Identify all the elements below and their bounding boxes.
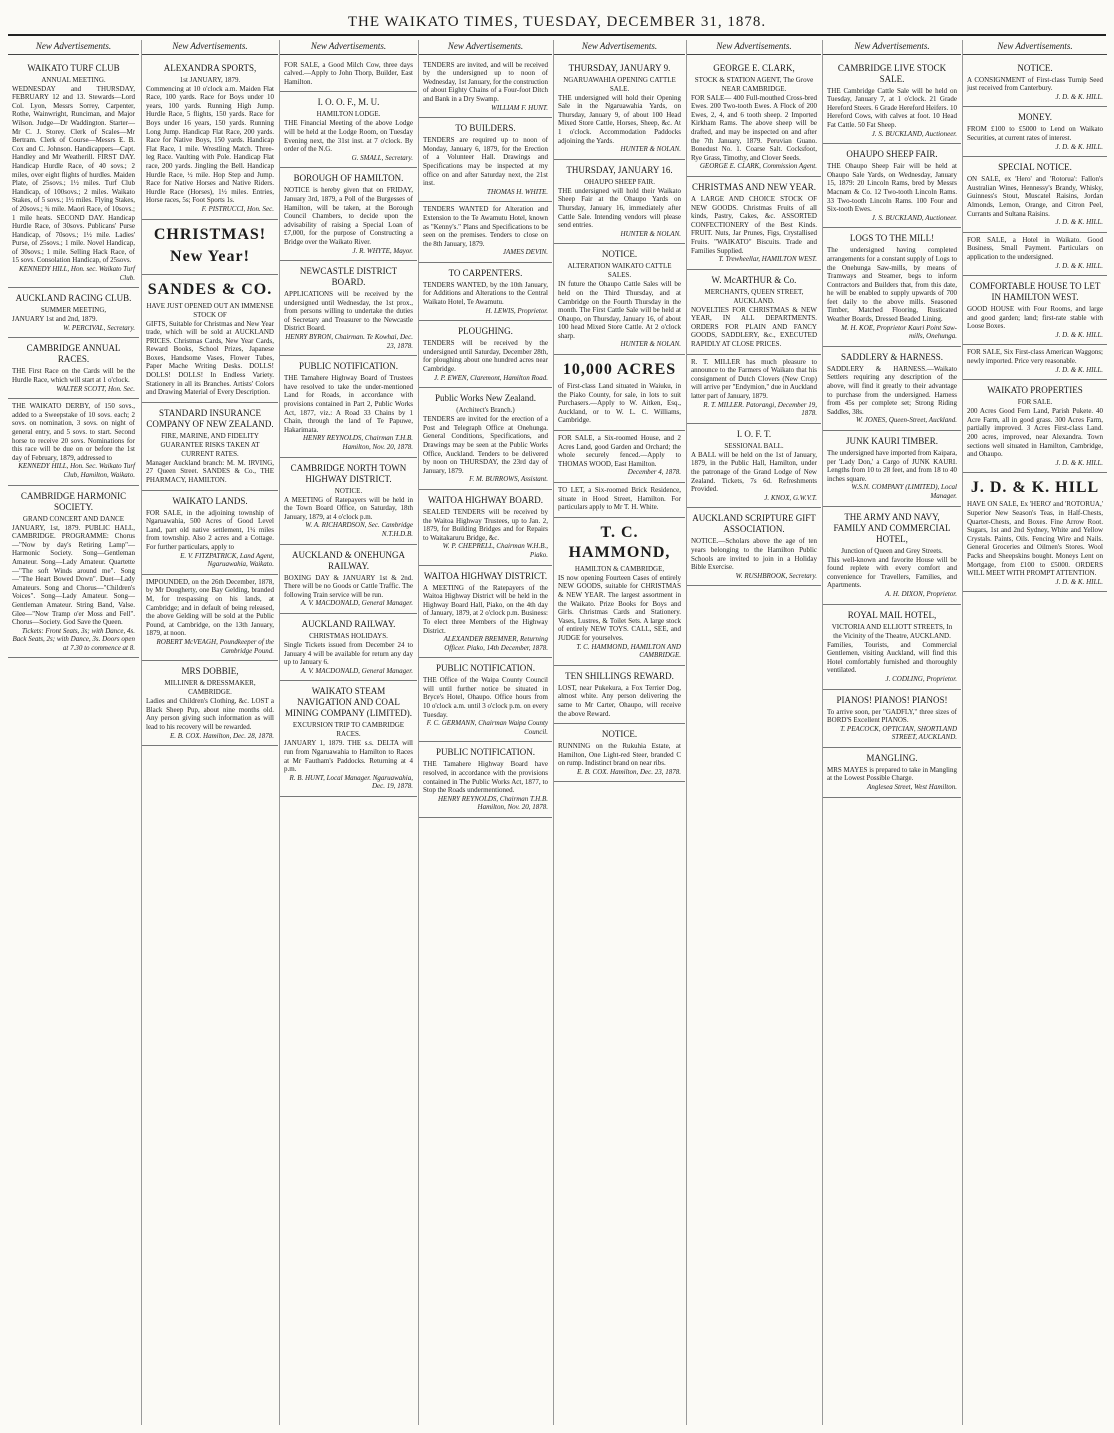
advertisement	[687, 58, 821, 177]
ad-body: To arrive soon, per "GADFLY," three sizes of BORD'S Excellent PIANOS.	[827, 707, 957, 725]
ad-body: The undersigned have imported from Kaipara, per 'Lady Don,' a Cargo of JUNK KAURI. Lengths from 10 to 28 feet, and from 18 to 40 inches square.	[827, 449, 957, 483]
ad-title: NEWCASTLE DISTRICT BOARD.	[299, 266, 398, 288]
ad-body: NOTICE is hereby given that on FRIDAY, January 3rd, 1879, a Poll of the Burgesses of Hamilton, will be taken, at the Borough Council Chambers, to decide upon the advisability of raising a Special Loan of £7,000, for the purpose of Constructing a Bridge over the Waikato River.	[284, 186, 413, 246]
advertisement	[280, 261, 417, 356]
ad-signature: G. SMALL, Secretary.	[351, 153, 413, 162]
advertisement	[142, 220, 278, 275]
ad-signature: J. D. & K. HILL.	[1055, 458, 1103, 467]
ad-title: THURSDAY, JANUARY 16.	[566, 164, 673, 175]
ad-body: Single Tickets issued from December 24 to January 4 will be available for return any day up to January 6.	[284, 640, 413, 667]
advertisement	[963, 107, 1107, 157]
advertisement	[687, 508, 821, 586]
advertisement	[687, 424, 821, 509]
ad-subtitle: NGARUAWAHIA OPENING CATTLE SALE.	[563, 75, 676, 93]
advertisement	[963, 380, 1107, 473]
ad-subtitle: MILLINER & DRESSMAKER, CAMBRIDGE.	[164, 679, 256, 697]
ad-body: HAVE ON SALE, Ex 'HERO' and 'ROTORUA,' Superior New Season's Teas, in Half-Chests, Quarter-Chests, and Boxes. Fine Arrow Root. Sugars, 1st and 2nd Sydney, White and Yellow Crystals. Paints, Oils. Fencing Wire and Nails. General Groceries and Oilmen's Stores. Wool Packs and Sheepskins bought. Moneys Lent on Mortgage, from £100 to £5000. ORDERS WILL MEET WITH PROMPT ATTENTION.	[967, 500, 1103, 578]
ad-signature: F. M. BURROWS, Assistant.	[469, 475, 548, 484]
ad-body: IS now opening Fourteen Cases of entirely NEW GOODS, suitable for CHRISTMAS & NEW YEAR. The largest assortment in the Waikato. Prize Books for Boys and Girls. Christmas Cards and Stationery. Vases, Lustres, & Toilet Sets. A large stock of entirely NEW TOYS. CALL, SEE, and JUDGE for yourselves.	[558, 573, 681, 642]
advertisement	[419, 263, 552, 321]
ad-subtitle: Junction of Queen and Grey Streets.	[841, 546, 943, 555]
ad-title: WAITOA HIGHWAY DISTRICT.	[423, 570, 548, 581]
ad-signature: A. V. MACDONALD, General Manager.	[300, 599, 413, 608]
ad-signature: HUNTER & NOLAN.	[620, 145, 681, 154]
ad-title: SADDLERY & HARNESS.	[841, 351, 943, 362]
column-heading: New Advertisements.	[687, 40, 821, 55]
ad-signature: J. D. & K. HILL.	[1055, 365, 1103, 374]
ad-body: A BALL will be held on the 1st of January, 1879, in the Public Hall, Hamilton, under the patronage of the Grand Lodge of New Zealand. Tickets, 7s 6d. Refreshments Provided.	[691, 450, 817, 494]
ad-body: The undersigned having completed arrangements for a constant supply of Logs to the Onehunga Saw-mills, by means of Tramways and Steamer, begs to inform Contractors and Builders that, from this date, he will be enabled to supply upwards of 700 feet daily to the above mills. Seasoned Timber, Matched Flooring, Rusticated Weather Boards, Dressed Beaded Lining.	[827, 246, 957, 324]
ad-signature: F. C. GERMANN, Chairman Waipa County Council.	[426, 719, 548, 736]
ad-body: A CONSIGNMENT of First-class Turnip Seed just received from Canterbury.	[967, 75, 1103, 93]
ad-subtitle: VICTORIA AND ELLIOTT STREETS, In the Vicinity of the Theatre, AUCKLAND.	[831, 622, 953, 640]
ad-body: BOXING DAY & JANUARY 1st & 2nd. There will be no Goods or Cattle Traffic. The following Train service will be run.	[284, 573, 413, 599]
ad-signature: HUNTER & NOLAN.	[620, 340, 681, 349]
ad-body: THE Office of the Waipa County Council will until further notice be situated in Bryce's Hotel, Ohaupo. Office hours from 10 o'clock a.m. until 3 o'clock p.m. on every Tuesday.	[423, 676, 548, 719]
ad-signature: KENNEDY HILL, Hon. sec. Waikato Turf Club.	[18, 265, 135, 282]
ad-signature: J. D. & K. HILL.	[1055, 92, 1103, 101]
ad-signature: J. R. WHYTE, Mayor.	[352, 246, 413, 255]
ad-title: MONEY.	[1017, 112, 1053, 123]
ad-signature: J. CODLING, Proprietor.	[885, 674, 957, 683]
advertisement	[687, 355, 821, 424]
advertisement	[823, 690, 961, 748]
ad-body: FOR SALE, in the adjoining township of Ngaruawahia, 500 Acres of Good Level Land, part old native settlement, 1¼ miles from township. Also 2 acres and a Cottage. For further particulars, apply to	[146, 508, 274, 551]
column-heading: New Advertisements.	[280, 40, 417, 55]
ad-body: TENDERS WANTED for Alteration and Extension to the Te Awamutu Hotel, known as "Kenny's." Plans and Specifications to be seen on the premises. Tenders to close on the 8th January, 1879.	[423, 205, 548, 248]
advertisement	[419, 118, 552, 202]
advertisement	[823, 347, 961, 431]
column-5	[553, 40, 685, 1425]
ad-signature: ALEXANDER BREMNER, Returning Officer. Piako, 14th December, 1878.	[443, 635, 548, 652]
ad-signature: J. D. & K. HILL.	[1055, 142, 1103, 151]
ad-subtitle: HAMILTON LODGE.	[316, 110, 381, 119]
ad-title: SPECIAL NOTICE.	[998, 162, 1072, 173]
ad-body: This well-known and favorite House will be found replete with every comfort and convenience for Travellers, Families, and Apartments.	[827, 555, 957, 590]
ad-title: ALEXANDRA SPORTS,	[163, 62, 257, 73]
ad-body: of First-class Land situated in Waiuku, in the Piako County, for sale, in lots to suit Purchasers.—Apply to W. Aitken, Esq., Auckland, or to W. L. C. Williams, Cambridge.	[558, 382, 681, 425]
ad-subtitle: CHRISTMAS HOLIDAYS.	[309, 631, 388, 640]
ad-title: PUBLIC NOTIFICATION.	[299, 361, 398, 372]
ad-signature: A. V. MACDONALD, General Manager.	[300, 666, 413, 675]
column-heading: New Advertisements.	[823, 40, 961, 55]
ad-title: AUCKLAND RACING CLUB.	[15, 293, 132, 304]
ad-subtitle: HAMILTON & CAMBRIDGE,	[574, 564, 665, 573]
advertisement	[963, 345, 1107, 380]
ad-signature: WALTER SCOTT, Hon. Sec.	[56, 384, 135, 393]
ad-title: THURSDAY, JANUARY 9.	[568, 62, 671, 73]
ad-body: FOR SALE— 400 Full-mouthed Cross-bred Ewes. 200 Two-tooth Ewes. A Flock of 200 Ewes, 2, 4, and 6 tooth sheep. 2 Imported Kirkham Rams. The above sheep will be drafted, and may be inspected on and after the 7th January, 1879. Peruvian Guano. Bonedust No. 1. Coarse Salt. Cocksfoot, Rye Grass, Timothy, and Clover Seeds.	[691, 93, 817, 162]
ad-title: ROYAL MAIL HOTEL,	[847, 609, 937, 620]
ad-body: 200 Acres Good Fern Land, Parish Pukete. 40 Acre Farm, all in good grass. 300 Acres Farm, partially improved. 3 Acres First-class Land. 200 acres, improved, near Alexandra. Town sections well situated in Hamilton, Cambridge, and Ohaupo.	[967, 407, 1103, 459]
ad-subtitle: OHAUPO SHEEP FAIR.	[584, 177, 655, 186]
ad-title: WAIKATO PROPERTIES	[987, 385, 1083, 396]
ad-signature: W.S.N. COMPANY (LIMITED), Local Manager.	[851, 483, 957, 500]
ad-body: IMPOUNDED, on the 26th December, 1878, by Mr Dougherty, one Bay Gelding, branded M, for trespassing on his lands, at Cambridge; and in default of being released, the above Gelding will be sold at the Public Pound, at Cambridge, on the 13th January, 1879, at noon.	[146, 577, 274, 638]
advertisement	[554, 244, 685, 355]
column-4	[418, 40, 552, 1425]
ad-body: ON SALE, ex 'Hero' and 'Rotorua': Fallon's Australian Wines, Hennessy's Brandy, Whisky, Guinness's Stout, Muscatel Raisins, Jordan Almonds, Lemon, Orange, and Citron Peel, Currants and Sultana Raisins.	[967, 175, 1103, 218]
advertisement	[554, 518, 685, 666]
ad-title: WAITOA HIGHWAY BOARD.	[428, 494, 543, 505]
ad-body: FOR SALE, a Good Milch Cow, three days calved.—Apply to John Thorp, Builder, East Hamilton.	[284, 60, 413, 86]
advertisement	[419, 388, 552, 490]
ad-signature: Anglesea Street, West Hamilton.	[867, 783, 957, 792]
ad-signature: December 4, 1878.	[627, 468, 681, 477]
advertisement	[554, 160, 685, 245]
ad-body: FROM £100 to £5000 to Lend on Waikato Securities, at current rates of interest.	[967, 125, 1103, 142]
ad-title: PIANOS! PIANOS! PIANOS!	[836, 694, 948, 705]
ad-title: WAIKATO LANDS.	[172, 495, 248, 506]
advertisement	[687, 270, 821, 355]
ad-body: RUNNING on the Rukuhia Estate, at Hamilton, One Light-red Steer, branded C on rump. Indistinct brand on near ribs.	[558, 742, 681, 768]
ad-signature: GEORGE E. CLARK, Commission Agent.	[699, 162, 817, 171]
ad-signature: ROBERT McVEAGH, Poundkeeper of the Cambridge Pound.	[156, 637, 274, 655]
ad-body: A MEETING of the Ratepayers of the Waitoa Highway District will be held in the Highway Board Hall, Piako, on the 4th day of January, 1879, at 2 o'clock p.m. Business: To elect three Members of the Highway District.	[423, 583, 548, 635]
ad-signature: W. A. RICHARDSON, Sec. Cambridge N.T.H.D.B.	[305, 521, 413, 538]
ad-body: WEDNESDAY and THURSDAY, FEBRUARY 12 and 13. Stewards—Lord Col. Lyon, Messrs Sorrey, Carpenter, Rothe, Wainwright, Runciman, and Major Wilson. Judge—Dr Waddington. Starter—Mr C. J. Storey. Clerk of Scales—Mr Bertram. Clerk of Course—Messrs E. B. Cox and C. Johnson. Handicappers—Capt. Handley and Mr Weatherill. FIRST DAY. Handicap Hurdle Race, of 40 sovs.; 2 miles, over eight flights of hurdles. Maiden Plate, of 25sovs.; 1½ miles. Turf Club Handicap, of 100sovs.; 2 miles. Waikato Stakes, of 5 sovs.; 1½ miles. Flying Stakes, of 20sovs.; ¾ mile. Maori Race, of 10sovs.; 1 mile heats. SECOND DAY. Handicap Hurdle Race, of 30sovs. Publicans' Purse Handicap, of 70sovs.; 1½ mile. Ladies' Purse, of 25sovs.; 1 mile. Novel Handicap, of 30sovs.; 1 mile. Selling Hack Race, of 15 sovs. Consolation Handicap, of 25sovs.	[12, 84, 135, 265]
advertisement	[963, 473, 1107, 592]
advertisement	[687, 177, 821, 270]
ad-signature: HENRY BYRON, Chairman. Te Kowhai, Dec. 23, 1878.	[285, 333, 413, 350]
ad-body: Families, Tourists, and Commercial Gentlemen, visiting Auckland, will find this Hotel comfortably furnished and thoroughly ventilated.	[827, 640, 957, 675]
ad-signature: E. B. COX. Hamilton, Dec. 23, 1878.	[576, 767, 681, 776]
ad-body: TENDERS are invited, and will be received by the undersigned up to noon of Wednesday, 1st January, for the construction of about Eighty Chains of a Four-foot Ditch and Bank in a Dry Swamp.	[423, 60, 548, 103]
ad-signature: E. B. COX. Hamilton, Dec. 28, 1878.	[169, 731, 274, 740]
ad-signature: J. D. & K. HILL.	[1055, 330, 1103, 339]
ad-body: TO LET, a Six-roomed Brick Residence, situate in Hood Street, Hamilton. For particulars apply to Mr T. H. White.	[558, 486, 681, 512]
advertisement	[963, 58, 1107, 108]
column-1	[8, 40, 139, 1425]
ad-title: LOGS TO THE MILL!	[849, 233, 935, 244]
advertisement	[823, 605, 961, 690]
ad-body: A LARGE AND CHOICE STOCK OF NEW GOODS. Christmas Fruits of all kinds, Pastry, Cakes, &c. ASSORTED CONFECTIONERY of the Best Kinds. FRUIT. Nuts, Jar Prunes, Figs, Crystallised Fruits. "WAIKATO" Biscuits. Trade and Families Supplied.	[691, 194, 817, 255]
advertisement	[419, 321, 552, 388]
ad-signature: J. S. BUCKLAND, Auctioneer.	[871, 213, 957, 222]
ad-signature: T. C. HAMMOND, HAMILTON AND CAMBRIDGE.	[576, 642, 681, 660]
ad-subtitle: SESSIONAL BALL.	[724, 441, 784, 450]
ad-body: THE WAIKATO DERBY, of 150 sovs., added to a Sweepstake of 10 sovs. each; 2 sovs. on nomination, 3 sovs. on night of general entry, and 5 sovs. to start. Second horse to receive 20 sovs. Nominations for this race will be due on or before the 1st day of February, 1879, addressed to	[12, 402, 135, 462]
ad-signature: W. JONES, Queen-Street, Auckland.	[855, 416, 957, 425]
column-heading: New Advertisements.	[142, 40, 278, 55]
ad-title: NOTICE.	[1017, 62, 1053, 73]
advertisement	[142, 58, 278, 220]
advertisement	[280, 92, 417, 168]
ad-body: FOR SALE, a Six-roomed House, and 2 Acres Land, good Garden and Orchard; the whole securely fenced.—Apply to THOMAS WOOD, East Hamilton.	[558, 434, 681, 468]
ad-body: SEALED TENDERS will be received by the Waitoa Highway Trustees, up to Jan. 2, 1879, for Building Bridges and for Repairs to Waitakaruru Bridge, &c.	[423, 507, 548, 542]
ad-title: OHAUPO SHEEP FAIR.	[846, 149, 938, 160]
ad-subtitle: 1st JANUARY, 1879.	[179, 75, 241, 84]
ad-signature: E. V. FITZPATRICK, Land Agent, Ngaruawahia, Waikato.	[180, 551, 274, 569]
advertisement	[142, 403, 278, 491]
ad-body: GOOD HOUSE with Four Rooms, and large and good garden; land; first-rate stable with Loose Boxes.	[967, 305, 1103, 331]
column-6	[686, 40, 821, 1425]
ad-signature: J. P. EWEN, Claremont, Hamilton Road.	[434, 373, 548, 382]
ad-title: CHRISTMAS!	[153, 225, 267, 243]
advertisement	[280, 356, 417, 457]
ad-title: J. D. & K. HILL	[970, 479, 1100, 497]
advertisement	[8, 338, 139, 399]
ad-title: WAIKATO STEAM NAVIGATION AND COAL MINING COMPANY (LIMITED).	[284, 686, 413, 719]
ad-subtitle: GRAND CONCERT AND DANCE	[22, 514, 125, 523]
ad-title: AUCKLAND RAILWAY.	[301, 618, 396, 629]
ad-body: R. T. MILLER has much pleasure to announce to the Farmers of Waikato that his consignment of Dutch Clovers (New Crop) will arrive per "Endymion," due in Auckland latter part of January, 1879.	[691, 357, 817, 401]
ad-body: JANUARY, 1st, 1879. PUBLIC HALL, CAMBRIDGE. PROGRAMME: Chorus—"Now by day's Retiring Lamp"—Harmonic Society. Song—Gentleman Amateur. Song—Lady Amateur. Quartette—"The soft Winds around me". Song—"The Heart Bowed Down". Duet—Lady Amateurs. Song and Chorus—"Children's Voices". Song—Lady Amateur. Song—Gentleman Amateur. String Band, Valse. Glee—"Now Tramp o'er Moss and Fell". Chorus—Society. God Save the Queen.	[12, 523, 135, 627]
ad-signature: J. D. & K. HILL.	[1055, 577, 1103, 586]
ad-title: TEN SHILLINGS REWARD.	[565, 670, 674, 681]
column-heading: New Advertisements.	[963, 40, 1107, 55]
ad-signature: WILLIAM F. HUNT.	[491, 103, 548, 112]
ad-signature: A. H. DIXON, Proprietor.	[885, 589, 957, 598]
ad-title: CAMBRIDGE ANNUAL RACES.	[26, 343, 121, 365]
ad-title: GEORGE E. CLARK,	[713, 62, 795, 73]
ad-signature: HUNTER & NOLAN.	[620, 229, 681, 238]
ad-subtitle: MERCHANTS, QUEEN STREET, AUCKLAND.	[704, 287, 804, 305]
advertisement	[8, 399, 139, 485]
ad-body: MRS MAYES is prepared to take in Mangling at the Lowest Possible Charge.	[827, 765, 957, 783]
advertisement	[419, 58, 552, 119]
advertisement	[280, 614, 417, 681]
ad-title: MRS DOBBIE,	[181, 666, 239, 677]
ad-subtitle: FIRE, MARINE, AND FIDELITY GUARANTEE RISKS TAKEN AT CURRENT RATES.	[160, 431, 260, 458]
advertisement	[823, 507, 961, 605]
ad-body: APPLICATIONS will be received by the undersigned until Wednesday, the 1st prox., from persons willing to undertake the duties of Secretary and Treasurer to the Newcastle District Board.	[284, 290, 413, 333]
ad-body: THE First Race on the Cards will be the Hurdle Race, which will start at 1 o'clock.	[12, 367, 135, 385]
advertisement	[280, 168, 417, 261]
advertisement	[142, 661, 278, 746]
ad-body: NOTICE.—Scholars above the age of ten years belonging to the Hamilton Public Schools are invited to join in a Holiday Bible Exercise.	[691, 537, 817, 572]
ad-body: TENDERS will be received by the undersigned until Saturday, December 28th, for ploughing about one hundred acres near Cambridge.	[423, 339, 548, 374]
ad-title: T. C. HAMMOND,	[568, 523, 671, 561]
ad-title: BOROUGH OF HAMILTON.	[293, 173, 404, 184]
ad-title: AUCKLAND & ONEHUNGA RAILWAY.	[292, 549, 405, 571]
ad-title: MANGLING.	[866, 752, 918, 763]
ad-body: TENDERS WANTED, by the 10th January, for Additions and Alterations to the Central Waikato Hotel, Te Awamutu.	[423, 280, 548, 307]
ad-subtitle: SUMMER MEETING,	[40, 306, 107, 315]
ad-signature: Tickets: Front Seats, 3s; with Dance, 4s. Back Seats, 2s; with Dance, 3s. Doors open at 7.30 to commence at 8.	[12, 626, 135, 652]
ad-body: JANUARY 1st and 2nd, 1879.	[12, 315, 98, 324]
advertisement	[823, 431, 961, 507]
ad-body: FOR SALE, Six First-class American Waggons; newly imported. Price very reasonable.	[967, 348, 1103, 366]
advertisement	[280, 458, 417, 545]
ad-title: AUCKLAND SCRIPTURE GIFT ASSOCIATION.	[692, 513, 816, 535]
column-heading: New Advertisements.	[554, 40, 685, 55]
ad-body: TENDERS are invited for the erection of a Post and Telegraph Office at Onehunga. General Conditions, Specifications, and Drawings may be seen at the Public Works Office, Auckland. Tenders to be delivered by noon on THURSDAY, the 23rd day of January, 1879.	[423, 415, 548, 475]
ad-body: A MEETING of Ratepayers will be held in the Town Board Office, on Saturday, 18th January, 1879, at 4 o'clock p.m.	[284, 495, 413, 521]
ad-body: THE undersigned will hold their Opening Sale in the Ngaruawahia Yards, on Thursday, January 9, of about 100 Head Mixed Store Cattle, Horses, Sheep, &c. At 1 o'clock. Accommodation Paddocks adjoining the Yards.	[558, 93, 681, 145]
ad-body: THE Tamahere Highway Board have resolved, in accordance with the provisions contained in The Public Works Act, 1877, to Stop the Roads undermentioned.	[423, 760, 548, 795]
ad-title: PLOUGHING.	[458, 326, 513, 337]
advertisement	[419, 566, 552, 659]
column-2	[141, 40, 278, 1425]
advertisement	[280, 681, 417, 797]
ad-title: 10,000 ACRES	[562, 361, 677, 379]
ad-signature: T. Trewheellar, HAMILTON WEST.	[718, 255, 817, 264]
column-heading: New Advertisements.	[419, 40, 552, 55]
ad-title: Public Works New Zealand.	[434, 393, 537, 404]
ad-subtitle: STOCK & STATION AGENT, The Grove NEAR CAMBRIDGE.	[694, 75, 814, 93]
ad-signature: KENNEDY HILL, Hon. Sec. Waikato Turf Club, Hamilton, Waikato.	[18, 462, 135, 479]
ad-signature: J. D. & K. HILL.	[1055, 218, 1103, 227]
ad-body: SADDLERY & HARNESS.—Waikato Settlers requiring any description of the above, will find it greatly to their advantage to purchase from the undersigned. Harness from 45s per complete set; Strong Riding Saddles, 38s.	[827, 364, 957, 416]
advertisement	[554, 58, 685, 160]
ad-subtitle: NOTICE.	[334, 486, 363, 495]
ad-signature: M. H. KOE, Proprietor Kauri Point Saw-mills, Onehunga.	[841, 323, 957, 341]
ad-title: SANDES & CO.	[147, 280, 273, 298]
advertisement	[963, 276, 1107, 345]
ad-signature: J. S. BUCKLAND, Auctioneer.	[871, 129, 957, 138]
ad-title: COMFORTABLE HOUSE TO LET IN HAMILTON WEST.	[969, 281, 1101, 303]
ad-title: CAMBRIDGE NORTH TOWN HIGHWAY DISTRICT.	[290, 462, 407, 484]
advertisement	[419, 490, 552, 566]
ad-subtitle: ALTERATION WAIKATO CATTLE SALES.	[567, 262, 672, 280]
advertisement	[8, 58, 139, 289]
advertisement	[419, 202, 552, 263]
column-7	[822, 40, 961, 1425]
advertisement	[823, 228, 961, 347]
advertisement	[963, 157, 1107, 233]
ad-title: I. O. O. F., M. U.	[317, 97, 380, 108]
advertisement	[554, 666, 685, 724]
advertisement	[142, 275, 278, 403]
ad-signature: W. P. CHEPRELL, Chairman W.H.B., Piako.	[442, 542, 548, 559]
advertisement	[419, 742, 552, 818]
ad-signature: T. PEACOCK, OPTICIAN, SHORTLAND STREET, AUCKLAND.	[840, 724, 957, 742]
ad-body: THE undersigned will hold their Waikato Sheep Fair at the Ohaupo Yards on Thursday, January 16, immediately after Cattle Sale. Intending vendors will please send entries.	[558, 186, 681, 230]
ad-title: CHRISTMAS AND NEW YEAR.	[691, 181, 816, 192]
advertisement	[280, 58, 417, 93]
ad-body: Ladies and Children's Clothing, &c. LOST a Black Sheep Pup, about nine months old. Any person giving such information as will lead to his recovery will be rewarded.	[146, 697, 274, 731]
ad-subtitle: ANNUAL MEETING.	[41, 75, 106, 84]
ad-body: THE Financial Meeting of the above Lodge will be held at the Lodge Room, on Tuesday Evening next, the 31st inst. at 7 o'clock. By order of the N.G.	[284, 119, 413, 154]
advertisement	[554, 483, 685, 518]
ad-body: JANUARY 1, 1879. THE s.s. DELTA will run from Ngaruawahia to Hamilton to Races at Mr Fautham's Paddocks. Returning at 4 p.m.	[284, 739, 413, 774]
advertisement	[554, 355, 685, 431]
ad-title: NOTICE.	[601, 729, 638, 740]
ad-title: CAMBRIDGE HARMONIC SOCIETY.	[20, 490, 127, 512]
ad-subtitle: HAVE JUST OPENED OUT AN IMMENSE STOCK OF	[146, 301, 274, 319]
ad-signature: F. PISTRUCCI, Hon. Sec.	[201, 204, 274, 213]
advertisement	[419, 658, 552, 742]
masthead-rule	[8, 34, 1106, 36]
ad-title: CAMBRIDGE LIVE STOCK SALE.	[837, 62, 947, 84]
ad-title: PUBLIC NOTIFICATION.	[436, 747, 535, 758]
advertisement	[142, 575, 278, 661]
ad-signature: W. RUSHBROOK, Secretary.	[735, 571, 817, 580]
ad-subtitle: FOR SALE.	[1017, 398, 1053, 407]
advertisement	[823, 144, 961, 228]
ad-body: THE Tamahere Highway Board of Trustees have resolved to take the under-mentioned Land for Roads, in accordance with provisions contained in Part 2, Public Works Act, 1877, viz.: A Road 33 Chains by 1 Chain, through the land of Te Papuwe, Hakarimata.	[284, 374, 413, 434]
ad-body: Commencing at 10 o'clock a.m. Maiden Flat Race, 100 yards. Race for Boys under 10 years, 100 yards. Running High Jump. Hurdle Race, 5 flights, 150 yards. Race for Boys under 16 years, 150 yards. Running Long Jump. Handicap Flat Race, 200 yards. Race for Native Boys, 150 yards. Handicap Flat Race, 1 mile. Wrestling Match. Three-leg Race. Vaulting with Pole. Handicap Flat race, 200 yards. Jingling the Bell. Handicap Hurdle Race, ½ mile. Hop Step and Jump. Race for Native Horses and Native Riders. Hurdle Race (Horses), 1½ miles. Entries, Horse races, 5s; Foot Sports 1s.	[146, 84, 274, 205]
advertisement	[823, 748, 961, 798]
ad-signature: W. PERCIVAL, Secretary.	[63, 323, 135, 332]
advertisement	[554, 724, 685, 782]
masthead: THE WAIKATO TIMES, TUESDAY, DECEMBER 31, 1878.	[347, 14, 767, 30]
ad-body: Manager Auckland branch: M. M. IRVING, 27 Queen Street. SANDES & Co., THE PHARMACY, HAMILTON.	[146, 458, 274, 485]
ad-body: NOVELTIES FOR CHRISTMAS & NEW YEAR, IN ALL DEPARTMENTS. ORDERS FOR PLAIN AND FANCY GOODS, SADDLERY, &c., EXECUTED RAPIDLY AT CLOSE PRICES.	[691, 305, 817, 349]
ad-title: TO CARPENTERS.	[448, 267, 523, 278]
ad-subtitle: (Architect's Branch.)	[456, 406, 515, 415]
advertisement	[823, 58, 961, 145]
ad-signature: HENRY REYNOLDS, Chairman T.H.B. Hamilton, Nov. 20, 1878.	[302, 434, 413, 451]
ad-title: I. O. F. T.	[736, 428, 772, 439]
ad-title: STANDARD INSURANCE COMPANY OF NEW ZEALAND.	[146, 407, 274, 429]
ad-signature: JAMES DEVIN.	[502, 248, 548, 257]
ad-title: W. McARTHUR & Co.	[711, 274, 797, 285]
ad-signature: J. KNOX, G.W.V.T.	[764, 493, 817, 502]
ad-signature: R. B. HUNT, Local Manager. Ngaruawahia, Dec. 19, 1878.	[289, 773, 413, 791]
ad-subtitle: EXCURSION TRIP TO CAMBRIDGE RACES.	[292, 721, 405, 739]
ad-subtitle: New Year!	[170, 247, 250, 265]
ad-title: WAIKATO TURF CLUB	[27, 62, 120, 73]
ad-body: THE Cambridge Cattle Sale will be held on Tuesday, January 7, at 1 o'clock. 21 Grade Hereford Steers. 6 Grade Hereford Heifers. 10 Hereford Cows, with calves at foot. 10 Head Fat Cattle. 50 Fat Sheep.	[827, 86, 957, 129]
ad-body: LOST, near Pukekura, a Fox Terrier Dog, almost white. Any person delivering the same to Mr Carter, Ohaupo, will receive the above Reward.	[558, 683, 681, 718]
ad-title: PUBLIC NOTIFICATION.	[436, 663, 535, 674]
column-heading: New Advertisements.	[8, 40, 139, 55]
column-8	[962, 40, 1107, 1425]
advertisement	[280, 545, 417, 614]
ad-title: THE ARMY AND NAVY, FAMILY AND COMMERCIAL HOTEL,	[833, 511, 951, 544]
ad-title: TO BUILDERS.	[455, 123, 516, 134]
ad-body: FOR SALE, a Hotel in Waikato. Good Business, Small Payment. Particulars on application to the undersigned.	[967, 235, 1103, 261]
advertisement	[8, 288, 139, 338]
ad-body: GIFTS, Suitable for Christmas and New Year trade, which will be sold at AUCKLAND PRICES. Christmas Cards, New Year Cards, Reward Books, School Prizes, Japanese Boxes, Handsome Vases, Flower Tubes, Paper Mache Writing Desks. DOLLS! DOLLS! DOLLS! In Endless Variety. Stationery in all its Branches. Artists' Colors and Drawing Material of Every Description.	[146, 319, 274, 397]
advertisement	[963, 233, 1107, 276]
ad-title: JUNK KAURI TIMBER.	[845, 436, 939, 446]
ad-signature: J. D. & K. HILL.	[1055, 261, 1103, 270]
ad-body: IN future the Ohaupo Cattle Sales will be held on the Third Thursday, and at Cambridge on the Fourth Thursday in the month. The First Cattle Sale will be held at Ohaupo, on Thursday, January 16, of about 100 head Mixed Store Cattle. At 2 o'clock sharp.	[558, 280, 681, 340]
ad-body: THE Ohaupo Sheep Fair will be held at Ohaupo Sale Yards, on Wednesday, January 15, 1879: 20 Lincoln Rams, bred by Messrs Macnam & Co. 12 Two-tooth Lincoln Rams. 33 Two-tooth Lincoln Rams. 100 Four and Six-tooth Ewes.	[827, 162, 957, 214]
ad-body: TENDERS are required up to noon of Monday, January 6, 1879, for the Erection of a Volunteer Hall. Drawings and Specifications may be inspected at my office on and after Saturday next, the 21st inst.	[423, 136, 548, 188]
advertisement	[8, 486, 139, 659]
advertisement	[142, 491, 278, 575]
ad-signature: H. LEWIS, Proprietor.	[485, 306, 548, 315]
column-3	[279, 40, 417, 1425]
ad-title: NOTICE.	[601, 249, 638, 260]
advertisement	[554, 431, 685, 483]
ad-signature: HENRY REYNOLDS, Chairman T.H.B. Hamilton, Nov. 20, 1878.	[437, 794, 548, 812]
ad-signature: THOMAS H. WHITE.	[486, 187, 548, 196]
ad-signature: R. T. MILLER. Patorangi, December 19, 1878.	[703, 400, 817, 418]
